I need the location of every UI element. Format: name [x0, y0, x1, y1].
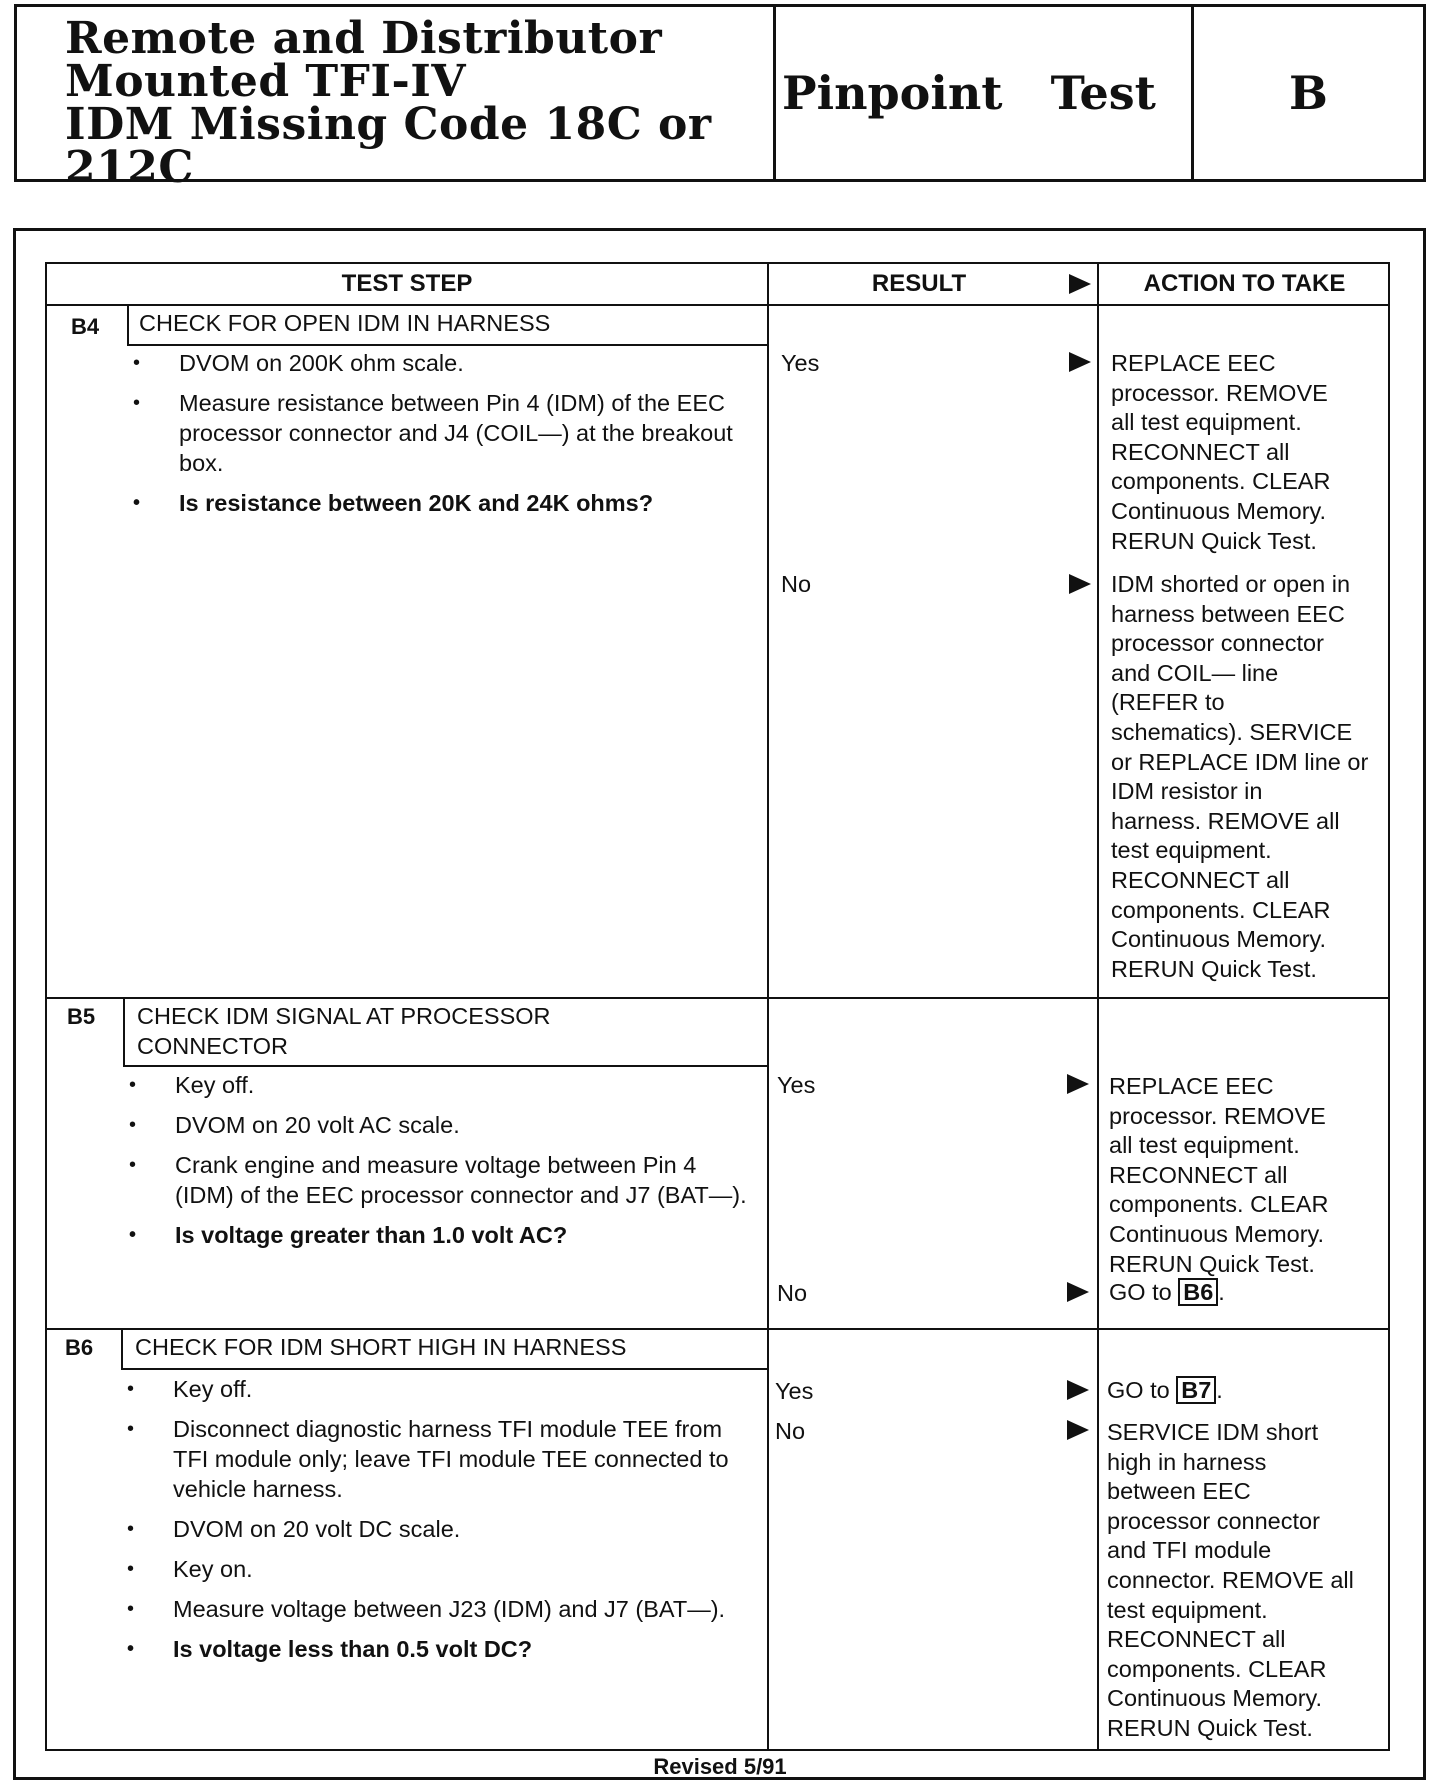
step-id: B4	[71, 314, 100, 339]
arrow-icon	[1067, 1380, 1089, 1400]
step-instructions	[125, 1374, 745, 1674]
instruction-item: • Measure voltage between J23 (IDM) and J7 (BAT—).	[125, 1594, 745, 1624]
goto-suffix: .	[1216, 1377, 1223, 1403]
step-instructions	[131, 348, 741, 528]
instruction-item: • Key off.	[127, 1070, 747, 1100]
result-label: No	[781, 571, 812, 597]
test-letter: B	[1289, 66, 1328, 120]
step-id-divider	[127, 304, 129, 344]
step-id: B5	[67, 1004, 96, 1029]
goto-suffix: .	[1218, 1279, 1225, 1305]
step-title: CHECK IDM SIGNAL AT PROCESSOR CONNECTOR	[137, 1003, 551, 1059]
arrow-icon	[1067, 1282, 1089, 1302]
arrow-icon	[1069, 352, 1091, 372]
step-ref-b7-link[interactable]: B7	[1176, 1376, 1216, 1404]
result-label: No	[775, 1418, 806, 1444]
step-title: CHECK FOR OPEN IDM IN HARNESS	[139, 310, 551, 336]
step-instructions	[127, 1070, 747, 1260]
instruction-question: • Is resistance between 20K and 24K ohms?	[131, 488, 741, 518]
column-header-test-step: TEST STEP	[341, 270, 473, 297]
step-id-divider	[123, 997, 125, 1065]
instruction-item: • Measure resistance between Pin 4 (IDM) of the EEC processor connector and J4 (COIL—) at the breakout box.	[131, 388, 741, 478]
arrow-icon	[1067, 1074, 1089, 1094]
step-divider	[47, 1328, 1390, 1330]
instruction-item: • Key off.	[125, 1374, 745, 1404]
action-text: IDM shorted or open in harness between EEC processor connector and COIL— line (REFER to schematics). SERVICE or REPLACE IDM line or IDM resistor in harness. REMOVE all test equipment. RECONNECT all components. CLEAR Continuous Memory. RERUN Quick Test.	[1111, 571, 1369, 982]
step-divider	[47, 997, 1390, 999]
result-label: No	[777, 1280, 808, 1306]
goto-prefix: GO to	[1109, 1279, 1179, 1305]
step-title-divider	[127, 344, 767, 346]
instruction-item: • DVOM on 20 volt AC scale.	[127, 1110, 747, 1140]
arrow-icon	[1067, 1420, 1089, 1440]
action-text: REPLACE EEC processor. REMOVE all test equipment. RECONNECT all components. CLEAR Continuous Memory. RERUN Quick Test.	[1111, 350, 1331, 554]
title-line: 212C	[65, 142, 194, 193]
revision-footer: Revised 5/91	[653, 1754, 787, 1779]
step-title-divider	[123, 1065, 767, 1067]
instruction-question: • Is voltage less than 0.5 volt DC?	[125, 1634, 745, 1664]
instruction-item: • Key on.	[125, 1554, 745, 1584]
pinpoint-test-label: Pinpoint Test	[776, 7, 1194, 179]
arrow-icon	[1069, 574, 1091, 594]
action-text	[1107, 1376, 1223, 1406]
header-divider	[47, 304, 1390, 306]
action-text: REPLACE EEC processor. REMOVE all test equipment. RECONNECT all components. CLEAR Continuous Memory. RERUN Quick Test.	[1109, 1073, 1329, 1277]
instruction-item: • DVOM on 20 volt DC scale.	[125, 1514, 745, 1544]
step-title: CHECK FOR IDM SHORT HIGH IN HARNESS	[135, 1334, 627, 1360]
action-text: SERVICE IDM short high in harness between EEC processor connector and TFI module connector. REMOVE all test equipment. RECONNECT all components. CLEAR Continuous Memory. RERUN Quick Test.	[1107, 1419, 1354, 1741]
instruction-question: • Is voltage greater than 1.0 volt AC?	[127, 1220, 747, 1250]
step-title-divider	[121, 1368, 767, 1370]
step-id: B6	[65, 1335, 94, 1360]
step-id-divider	[121, 1328, 123, 1368]
action-text	[1109, 1278, 1225, 1308]
column-divider	[767, 264, 769, 1749]
step-ref-b6-link[interactable]: B6	[1178, 1278, 1218, 1306]
goto-prefix: GO to	[1107, 1377, 1177, 1403]
procedure-title	[17, 7, 776, 193]
result-label: Yes	[775, 1378, 814, 1404]
result-label: Yes	[777, 1072, 816, 1098]
title-line: Remote and Distributor	[65, 13, 663, 64]
arrow-icon	[1069, 274, 1091, 294]
column-header-result: RESULT	[871, 270, 967, 297]
instruction-item: • Disconnect diagnostic harness TFI module TEE from TFI module only; leave TFI module TEE connected to vehicle harness.	[125, 1414, 745, 1504]
result-label: Yes	[781, 350, 820, 376]
instruction-item: • DVOM on 200K ohm scale.	[131, 348, 741, 378]
column-header-action: ACTION TO TAKE	[1143, 270, 1346, 297]
test-step-table	[45, 262, 1390, 1751]
instruction-item: • Crank engine and measure voltage between Pin 4 (IDM) of the EEC processor connector and J7 (BAT—).	[127, 1150, 747, 1210]
title-line: IDM Missing Code 18C or	[65, 99, 712, 150]
document-header	[14, 4, 1426, 193]
title-line: Mounted TFI-IV	[65, 56, 466, 107]
column-divider	[1097, 264, 1099, 1749]
